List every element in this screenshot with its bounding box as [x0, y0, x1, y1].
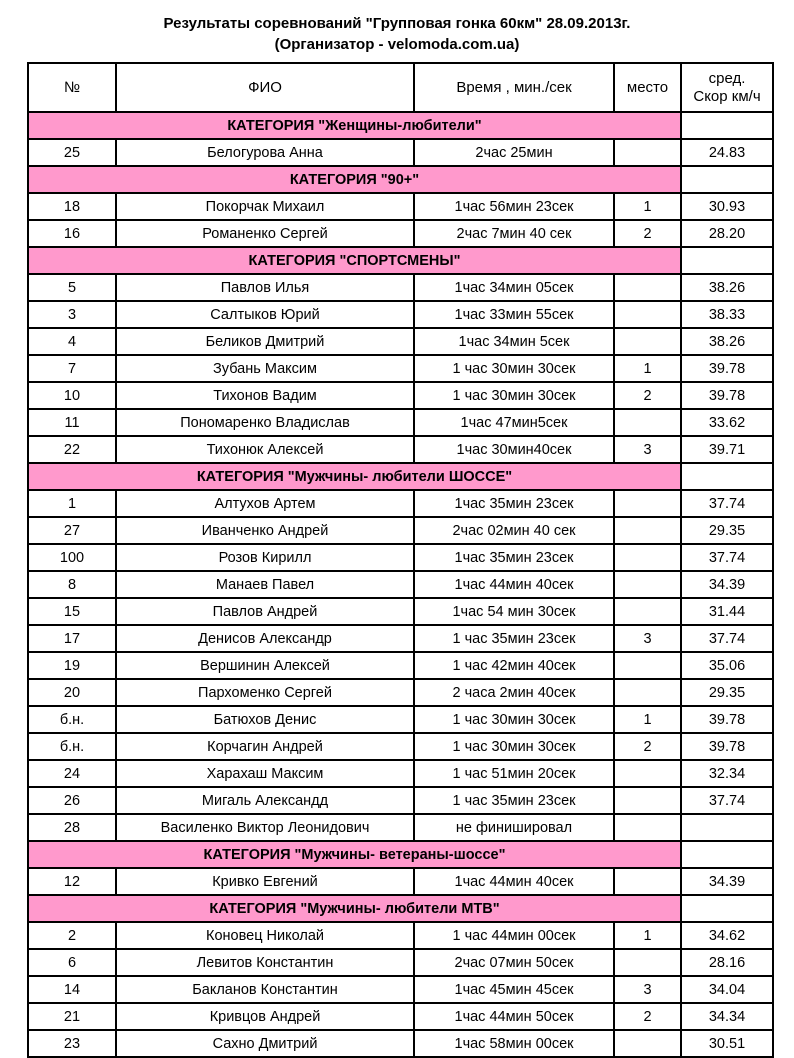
cell-speed: 31.44: [681, 598, 773, 625]
page-title: [0, 0, 794, 55]
table-row: [28, 328, 773, 355]
cell-time: 1 час 35мин 23сек: [414, 625, 614, 652]
cell-speed: 39.78: [681, 706, 773, 733]
cell-time: 1час 33мин 55сек: [414, 301, 614, 328]
category-header-row: [28, 112, 773, 139]
table-row: [28, 976, 773, 1003]
cell-time: 1 час 42мин 40сек: [414, 652, 614, 679]
cell-number: 21: [28, 1003, 116, 1030]
cell-number: 1: [28, 490, 116, 517]
cell-time: 1час 30мин40сек: [414, 436, 614, 463]
cell-place: 3: [614, 976, 681, 1003]
cell-number: 16: [28, 220, 116, 247]
cell-time: 1 час 30мин 30сек: [414, 733, 614, 760]
cell-name: Сахно Дмитрий: [116, 1030, 414, 1057]
table-row: [28, 598, 773, 625]
cell-place: [614, 814, 681, 841]
cell-name: Вершинин Алексей: [116, 652, 414, 679]
cell-speed: 38.26: [681, 328, 773, 355]
cell-speed: 29.35: [681, 679, 773, 706]
cell-name: Романенко Сергей: [116, 220, 414, 247]
cell-speed: 24.83: [681, 139, 773, 166]
cell-name: Василенко Виктор Леонидович: [116, 814, 414, 841]
cell-speed: 35.06: [681, 652, 773, 679]
cell-place: [614, 409, 681, 436]
cell-time: 2час 07мин 50сек: [414, 949, 614, 976]
category-header-row: [28, 247, 773, 274]
results-table-body: [28, 63, 773, 1057]
cell-speed: 34.39: [681, 868, 773, 895]
category-speed-blank-cell: [681, 112, 773, 139]
table-row: [28, 193, 773, 220]
table-row: [28, 949, 773, 976]
cell-name: Зубань Максим: [116, 355, 414, 382]
cell-place: [614, 517, 681, 544]
cell-speed: 38.26: [681, 274, 773, 301]
cell-speed: 32.34: [681, 760, 773, 787]
table-row: [28, 625, 773, 652]
category-label: КАТЕГОРИЯ "Женщины-любители": [28, 112, 681, 139]
table-row: [28, 760, 773, 787]
cell-number: 100: [28, 544, 116, 571]
cell-speed: 30.93: [681, 193, 773, 220]
cell-time: 1 час 51мин 20сек: [414, 760, 614, 787]
table-row: [28, 220, 773, 247]
cell-number: 3: [28, 301, 116, 328]
cell-speed: 33.62: [681, 409, 773, 436]
column-header-place: место: [614, 63, 681, 112]
category-speed-blank-cell: [681, 247, 773, 274]
cell-time: 1час 58мин 00сек: [414, 1030, 614, 1057]
cell-place: 2: [614, 382, 681, 409]
cell-speed: 37.74: [681, 787, 773, 814]
cell-place: 1: [614, 922, 681, 949]
cell-place: 3: [614, 625, 681, 652]
table-row: [28, 436, 773, 463]
column-header-speed-line-2: Скор км/ч: [693, 87, 761, 105]
column-header-speed-line-1: сред.: [708, 69, 746, 87]
cell-time: 1 час 30мин 30сек: [414, 355, 614, 382]
table-row: [28, 301, 773, 328]
cell-time: 2час 25мин: [414, 139, 614, 166]
cell-time: 1час 34мин 05сек: [414, 274, 614, 301]
cell-number: 8: [28, 571, 116, 598]
cell-place: [614, 598, 681, 625]
cell-time: 1час 56мин 23сек: [414, 193, 614, 220]
cell-time: 2 часа 2мин 40сек: [414, 679, 614, 706]
column-header-speed: [681, 63, 773, 112]
cell-number: 6: [28, 949, 116, 976]
table-row: [28, 679, 773, 706]
category-speed-blank-cell: [681, 463, 773, 490]
cell-time: 1час 35мин 23сек: [414, 490, 614, 517]
cell-place: [614, 652, 681, 679]
title-line-1: Результаты соревнований "Групповая гонка 60км" 28.09.2013г.: [163, 15, 631, 32]
cell-number: 15: [28, 598, 116, 625]
cell-time: 2час 7мин 40 сек: [414, 220, 614, 247]
cell-name: Розов Кирилл: [116, 544, 414, 571]
cell-place: 2: [614, 1003, 681, 1030]
cell-time: 1час 54 мин 30сек: [414, 598, 614, 625]
cell-place: [614, 139, 681, 166]
cell-number: 22: [28, 436, 116, 463]
cell-place: 1: [614, 706, 681, 733]
table-row: [28, 922, 773, 949]
cell-name: Батюхов Денис: [116, 706, 414, 733]
cell-place: 1: [614, 355, 681, 382]
cell-place: [614, 787, 681, 814]
category-speed-blank-cell: [681, 166, 773, 193]
category-label: КАТЕГОРИЯ "Мужчины- ветераны-шоссе": [28, 841, 681, 868]
cell-place: [614, 949, 681, 976]
cell-number: 10: [28, 382, 116, 409]
cell-speed: 38.33: [681, 301, 773, 328]
cell-number: 12: [28, 868, 116, 895]
table-header-row: [28, 63, 773, 112]
table-row: [28, 139, 773, 166]
cell-speed: 39.78: [681, 733, 773, 760]
cell-time: 1час 44мин 40сек: [414, 868, 614, 895]
cell-speed: 39.78: [681, 382, 773, 409]
cell-place: [614, 301, 681, 328]
column-header-time: Время , мин./сек: [414, 63, 614, 112]
table-row: [28, 706, 773, 733]
cell-name: Пархоменко Сергей: [116, 679, 414, 706]
cell-place: [614, 1030, 681, 1057]
cell-place: 3: [614, 436, 681, 463]
cell-name: Белогурова Анна: [116, 139, 414, 166]
cell-time: 1 час 30мин 30сек: [414, 382, 614, 409]
column-header-number: №: [28, 63, 116, 112]
cell-number: 5: [28, 274, 116, 301]
cell-time: не финишировал: [414, 814, 614, 841]
cell-speed: 34.39: [681, 571, 773, 598]
cell-name: Пономаренко Владислав: [116, 409, 414, 436]
category-label: КАТЕГОРИЯ "90+": [28, 166, 681, 193]
category-label: КАТЕГОРИЯ "Мужчины- любители МТВ": [28, 895, 681, 922]
cell-place: 2: [614, 733, 681, 760]
cell-place: [614, 544, 681, 571]
table-row: [28, 868, 773, 895]
cell-speed: 34.04: [681, 976, 773, 1003]
table-row: [28, 517, 773, 544]
table-row: [28, 382, 773, 409]
cell-name: Салтыков Юрий: [116, 301, 414, 328]
cell-number: 26: [28, 787, 116, 814]
cell-number: 27: [28, 517, 116, 544]
cell-name: Тихонов Вадим: [116, 382, 414, 409]
cell-speed: 39.71: [681, 436, 773, 463]
category-header-row: [28, 841, 773, 868]
cell-place: [614, 571, 681, 598]
cell-name: Манаев Павел: [116, 571, 414, 598]
cell-number: 4: [28, 328, 116, 355]
cell-place: [614, 679, 681, 706]
cell-name: Иванченко Андрей: [116, 517, 414, 544]
category-header-row: [28, 166, 773, 193]
cell-name: Кривко Евгений: [116, 868, 414, 895]
table-row: [28, 652, 773, 679]
cell-name: Алтухов Артем: [116, 490, 414, 517]
cell-number: 23: [28, 1030, 116, 1057]
table-row: [28, 409, 773, 436]
cell-number: 14: [28, 976, 116, 1003]
cell-number: 19: [28, 652, 116, 679]
cell-number: 24: [28, 760, 116, 787]
table-row: [28, 544, 773, 571]
cell-place: [614, 760, 681, 787]
cell-name: Бакланов Константин: [116, 976, 414, 1003]
cell-speed: 29.35: [681, 517, 773, 544]
cell-time: 1час 35мин 23сек: [414, 544, 614, 571]
cell-number: б.н.: [28, 706, 116, 733]
title-line-2: (Организатор - velomoda.com.ua): [274, 36, 520, 53]
cell-name: Коновец Николай: [116, 922, 414, 949]
cell-name: Корчагин Андрей: [116, 733, 414, 760]
cell-speed: 34.34: [681, 1003, 773, 1030]
cell-place: 1: [614, 193, 681, 220]
cell-number: б.н.: [28, 733, 116, 760]
results-table: [27, 62, 774, 1058]
category-header-row: [28, 463, 773, 490]
cell-number: 18: [28, 193, 116, 220]
cell-speed: 28.16: [681, 949, 773, 976]
cell-name: Беликов Дмитрий: [116, 328, 414, 355]
cell-time: 1час 44мин 50сек: [414, 1003, 614, 1030]
category-speed-blank-cell: [681, 841, 773, 868]
cell-speed: 37.74: [681, 625, 773, 652]
table-row: [28, 571, 773, 598]
cell-number: 11: [28, 409, 116, 436]
cell-speed: 30.51: [681, 1030, 773, 1057]
cell-speed: [681, 814, 773, 841]
cell-name: Харахаш Максим: [116, 760, 414, 787]
category-label: КАТЕГОРИЯ "Мужчины- любители ШОССЕ": [28, 463, 681, 490]
results-table-container: [27, 62, 772, 1058]
cell-name: Левитов Константин: [116, 949, 414, 976]
cell-name: Павлов Илья: [116, 274, 414, 301]
table-row: [28, 733, 773, 760]
cell-name: Павлов Андрей: [116, 598, 414, 625]
table-row: [28, 355, 773, 382]
cell-speed: 39.78: [681, 355, 773, 382]
category-speed-blank-cell: [681, 895, 773, 922]
table-row: [28, 490, 773, 517]
cell-time: 1 час 44мин 00сек: [414, 922, 614, 949]
cell-time: 1час 34мин 5сек: [414, 328, 614, 355]
cell-time: 1 час 35мин 23сек: [414, 787, 614, 814]
cell-place: [614, 868, 681, 895]
cell-speed: 37.74: [681, 544, 773, 571]
cell-time: 2час 02мин 40 сек: [414, 517, 614, 544]
cell-time: 1час 45мин 45сек: [414, 976, 614, 1003]
table-row: [28, 274, 773, 301]
table-row: [28, 787, 773, 814]
cell-name: Тихонюк Алексей: [116, 436, 414, 463]
category-label: КАТЕГОРИЯ "СПОРТСМЕНЫ": [28, 247, 681, 274]
cell-speed: 37.74: [681, 490, 773, 517]
cell-number: 2: [28, 922, 116, 949]
cell-number: 20: [28, 679, 116, 706]
cell-name: Покорчак Михаил: [116, 193, 414, 220]
cell-place: [614, 490, 681, 517]
cell-place: [614, 274, 681, 301]
cell-place: 2: [614, 220, 681, 247]
cell-name: Мигаль Александд: [116, 787, 414, 814]
cell-time: 1час 47мин5сек: [414, 409, 614, 436]
table-row: [28, 1003, 773, 1030]
cell-place: [614, 328, 681, 355]
cell-number: 25: [28, 139, 116, 166]
column-header-name: ФИО: [116, 63, 414, 112]
cell-speed: 34.62: [681, 922, 773, 949]
table-row: [28, 814, 773, 841]
cell-name: Денисов Александр: [116, 625, 414, 652]
cell-time: 1 час 30мин 30сек: [414, 706, 614, 733]
cell-number: 28: [28, 814, 116, 841]
cell-number: 7: [28, 355, 116, 382]
cell-time: 1час 44мин 40сек: [414, 571, 614, 598]
cell-speed: 28.20: [681, 220, 773, 247]
cell-name: Кривцов Андрей: [116, 1003, 414, 1030]
table-row: [28, 1030, 773, 1057]
cell-number: 17: [28, 625, 116, 652]
category-header-row: [28, 895, 773, 922]
